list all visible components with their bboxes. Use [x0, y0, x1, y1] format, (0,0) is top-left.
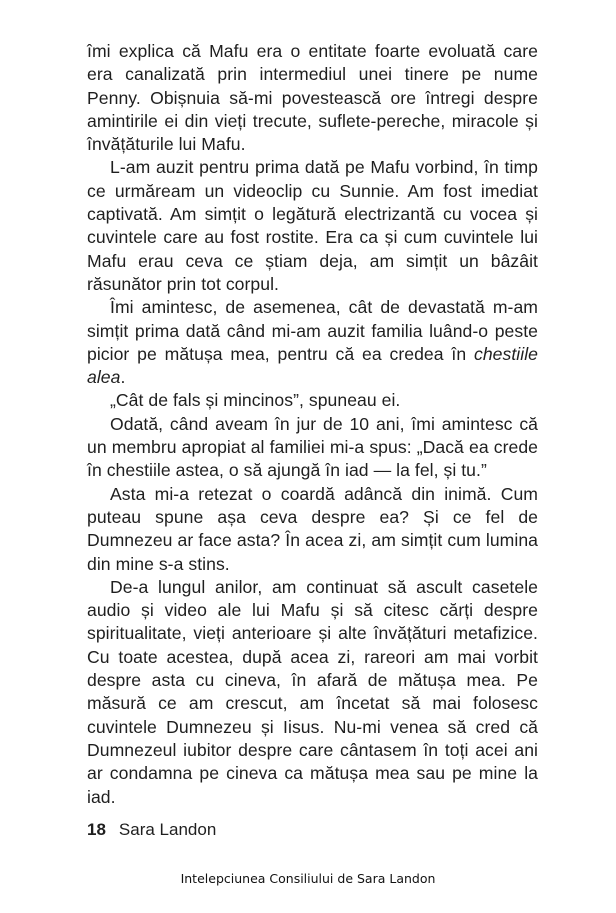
- italic-phrase: chestiile alea: [87, 343, 538, 388]
- body-text: [87, 40, 538, 809]
- paragraph: îmi explica că Mafu era o entitate foarte evoluată care era canalizată prin intermediul unei tinere pe nume Penny. Obișnuia să-mi povestească ore întregi despre amintirile ei din vieți trecute, suflete-pereche, miracole și învățăturile lui Mafu.: [87, 41, 538, 155]
- running-author: Sara Landon: [118, 820, 217, 839]
- footer-caption: Intelepciunea Consiliului de Sara Landon: [180, 871, 436, 886]
- paragraph: L-am auzit pentru prima dată pe Mafu vorbind, în timp ce urmăream un videoclip cu Sunnie. Am fost imediat captivată. Am simțit o legătură electrizantă cu vocea și cuvintele care au fost rostite. Era ca și cum cuvintele lui Mafu erau ceva ce știam deja, am simțit un bâzâit răsunător prin tot corpul.: [87, 157, 538, 294]
- paragraph: Asta mi-a retezat o coardă adâncă din inimă. Cum puteau spune așa ceva despre ea? Și ce fel de Dumnezeu ar face asta? În acea zi, am simțit cum lumina din mine s-a stins.: [87, 483, 538, 574]
- paragraph: De-a lungul anilor, am continuat să ascult casetele audio și video ale lui Mafu și să citesc cărți despre spiritualitate, vieți anterioare și alte învățături metafizice. Cu toate acestea, după acea zi, rareori am mai vorbit despre asta cu cineva, în afară de mătușa mea. Pe măsură ce am crescut, am încetat să mai folosesc cuvintele Dumnezeu și Iisus. Nu-mi venea să cred că Dumnezeul iubitor despre care cântasem în toți acei ani ar condamna pe cineva ca mătușa mea sau pe mine la iad.: [87, 576, 538, 807]
- page-number: 18: [87, 820, 106, 839]
- paragraph-text: Îmi amintesc, de asemenea, cât de devastată m-am simțit prima dată când mi-am auzit familia luând-o peste picior pe mătușa mea, pentru că ea credea în: [87, 297, 538, 364]
- page-folio: [87, 819, 216, 841]
- paragraph-text-end: .: [120, 367, 126, 388]
- paragraph: Odată, când aveam în jur de 10 ani, îmi amintesc că un membru apropiat al familiei mi-a spus: „Dacă ea crede în chestiile astea, o să ajungă în iad — la fel, și tu.”: [87, 413, 538, 481]
- paragraph: „Cât de fals și mincinos”, spuneau ei.: [110, 390, 401, 411]
- paragraph: [87, 296, 538, 389]
